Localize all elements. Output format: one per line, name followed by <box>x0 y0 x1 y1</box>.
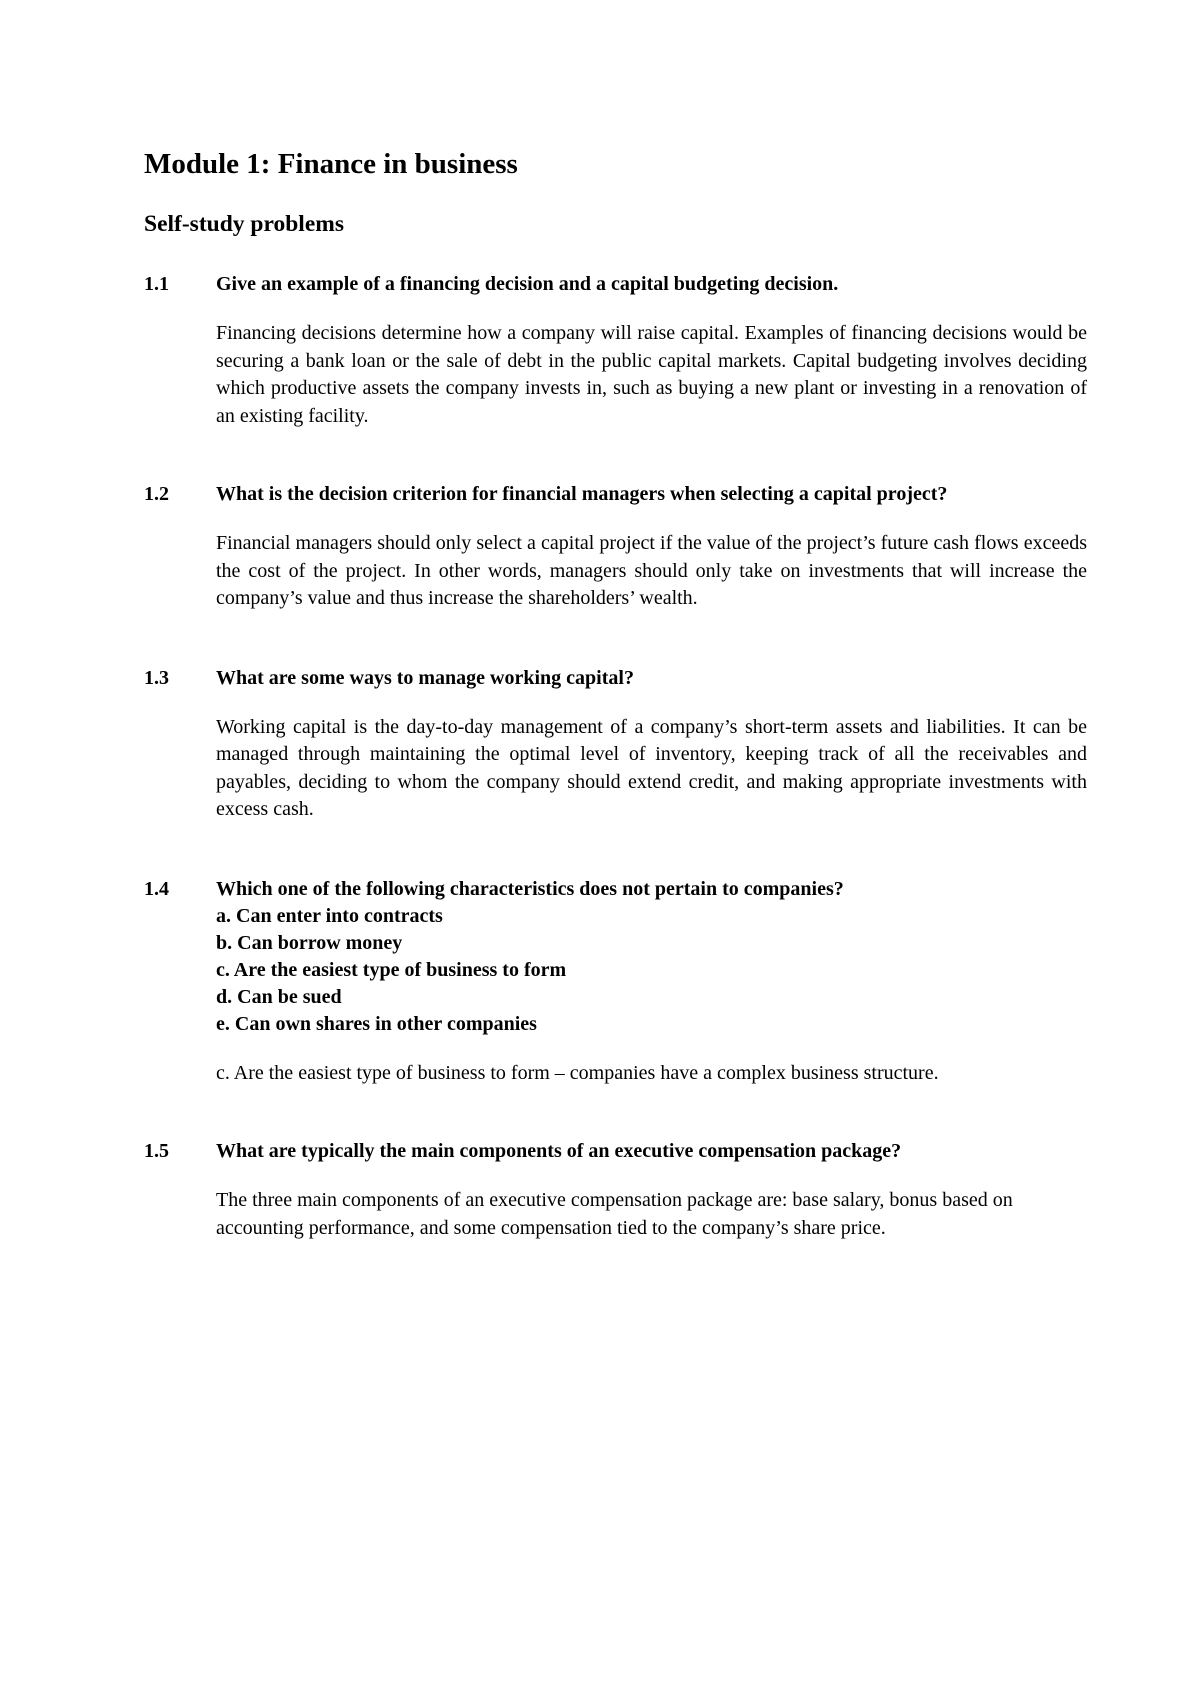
option-c: c. Are the easiest type of business to form <box>216 958 567 981</box>
problem-answer: Financial managers should only select a capital project if the value of the project’s future cash flows exceeds the cost of the project. In other words, managers should only take on investments that will increase the company’s value and thus increase the shareholders’ wealth. <box>216 532 1087 609</box>
problem-body <box>216 481 1087 613</box>
problem-body <box>216 876 1087 1088</box>
problem-question: Which one of the following characteristics does not pertain to companies? <box>216 877 844 900</box>
problem-question: What are typically the main components of an executive compensation package? <box>216 1140 902 1162</box>
module-title: Module 1: Finance in business <box>144 148 518 180</box>
answer-options <box>216 903 1087 1038</box>
option-d: d. Can be sued <box>216 985 342 1008</box>
problem-number: 1.1 <box>144 273 169 295</box>
option-a: a. Can enter into contracts <box>216 904 443 927</box>
problem-answer: Financing decisions determine how a company will raise capital. Examples of financing decisions would be securing a bank loan or the sale of debt in the public capital markets. Capital budgeting involves deciding which productive assets the company invests in, such as buying a new plant or investing in a renovation of an existing facility. <box>216 322 1087 427</box>
problem-1-3 <box>144 665 1087 824</box>
problem-answer: Working capital is the day-to-day management of a company’s short-term assets and liabilities. It can be managed through maintaining the optimal level of inventory, keeping track of all the receivables and payables, deciding to whom the company should extend credit, and making appropriate investments with excess cash. <box>216 715 1087 820</box>
problem-1-1 <box>144 271 1087 430</box>
problem-answer: The three main components of an executive compensation package are: base salary, bonus based on accounting performance, and some compensation tied to the company’s share price. <box>216 1189 1013 1239</box>
problem-body <box>216 1138 1087 1242</box>
problem-1-4 <box>144 876 1087 1088</box>
option-e: e. Can own shares in other companies <box>216 1012 537 1035</box>
problem-1-5 <box>144 1138 1087 1242</box>
problem-number: 1.3 <box>144 666 169 689</box>
problem-number: 1.4 <box>144 877 169 900</box>
problem-answer: c. Are the easiest type of business to form – companies have a complex business structure. <box>216 1061 939 1084</box>
option-b: b. Can borrow money <box>216 931 403 954</box>
section-title: Self-study problems <box>144 211 344 237</box>
problem-1-2 <box>144 481 1087 613</box>
problem-body <box>216 271 1087 430</box>
problem-number: 1.5 <box>144 1140 169 1162</box>
problem-number: 1.2 <box>144 483 169 505</box>
problem-body <box>216 665 1087 824</box>
problem-question: What is the decision criterion for financial managers when selecting a capital project? <box>216 483 948 505</box>
problem-question: What are some ways to manage working capital? <box>216 666 634 689</box>
problem-question: Give an example of a financing decision and a capital budgeting decision. <box>216 273 839 295</box>
